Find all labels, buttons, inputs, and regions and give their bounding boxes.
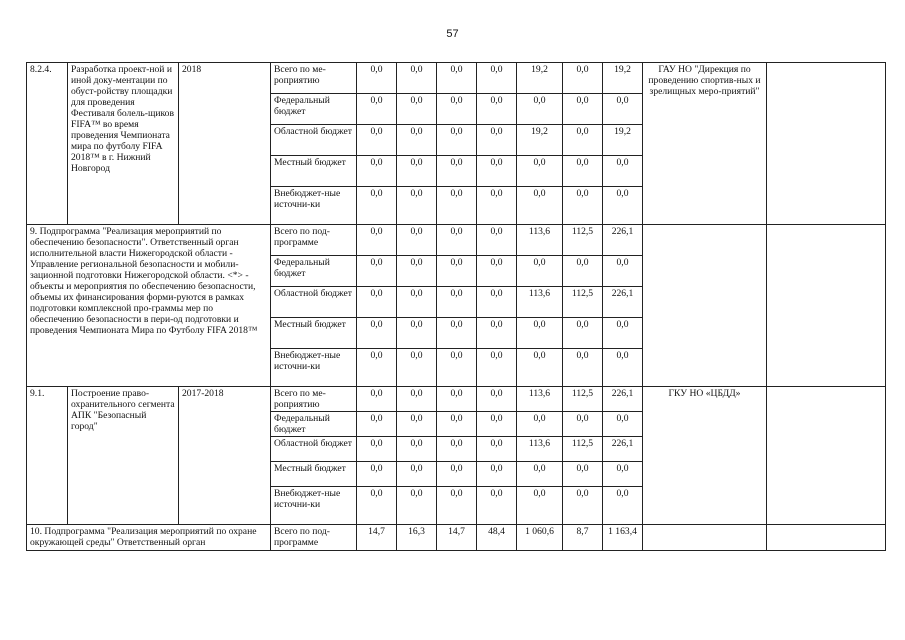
funding-source: Федеральный бюджет	[271, 94, 357, 125]
amount-cell: 0,0	[397, 318, 437, 349]
amount-cell: 113,6	[517, 287, 563, 318]
amount-cell: 0,0	[357, 256, 397, 287]
funding-source: Внебюджет-ные источни-ки	[271, 187, 357, 225]
amount-cell: 226,1	[603, 225, 643, 256]
amount-cell: 0,0	[437, 256, 477, 287]
amount-cell: 0,0	[397, 225, 437, 256]
amount-cell: 0,0	[563, 462, 603, 487]
item-period: 2018	[179, 63, 271, 225]
page-number: 57	[446, 28, 459, 40]
amount-cell: 0,0	[477, 318, 517, 349]
amount-cell: 0,0	[517, 256, 563, 287]
amount-cell: 0,0	[563, 318, 603, 349]
funding-source: Местный бюджет	[271, 318, 357, 349]
item-title: Построение право-охранительного сегмента АПК "Безопасный город"	[68, 387, 179, 525]
amount-cell: 0,0	[477, 349, 517, 387]
amount-cell: 112,5	[563, 225, 603, 256]
amount-cell: 0,0	[357, 125, 397, 156]
amount-cell: 0,0	[397, 412, 437, 437]
notes-cell	[767, 63, 886, 225]
amount-cell: 0,0	[357, 225, 397, 256]
amount-cell: 0,0	[357, 156, 397, 187]
table-row	[27, 63, 886, 94]
amount-cell: 113,6	[517, 225, 563, 256]
amount-cell: 0,0	[357, 187, 397, 225]
amount-cell: 0,0	[437, 387, 477, 412]
amount-cell: 0,0	[563, 349, 603, 387]
amount-cell: 0,0	[437, 412, 477, 437]
amount-cell: 0,0	[517, 187, 563, 225]
amount-cell: 0,0	[517, 318, 563, 349]
amount-cell: 0,0	[477, 156, 517, 187]
amount-cell: 0,0	[397, 187, 437, 225]
amount-cell: 0,0	[397, 487, 437, 525]
amount-cell: 19,2	[603, 63, 643, 94]
amount-cell: 0,0	[477, 412, 517, 437]
funding-source: Внебюджет-ные источни-ки	[271, 349, 357, 387]
amount-cell: 0,0	[477, 125, 517, 156]
amount-cell: 0,0	[397, 387, 437, 412]
amount-cell: 226,1	[603, 387, 643, 412]
amount-cell: 0,0	[563, 94, 603, 125]
item-code: 9.1.	[27, 387, 68, 525]
amount-cell: 0,0	[603, 412, 643, 437]
amount-cell: 226,1	[603, 287, 643, 318]
amount-cell: 0,0	[397, 437, 437, 462]
amount-cell: 0,0	[563, 256, 603, 287]
item-title: Разработка проект-ной и иной доку-ментации по обуст-ройству площадки для проведения Фестиваля болель-щиков FIFA™ во время проведения Чемпионата мира по футболу FIFA 2018™ в г. Нижний Новгород	[68, 63, 179, 225]
amount-cell: 14,7	[437, 525, 477, 551]
amount-cell: 0,0	[563, 412, 603, 437]
amount-cell: 0,0	[477, 462, 517, 487]
amount-cell: 0,0	[437, 287, 477, 318]
amount-cell: 0,0	[357, 437, 397, 462]
amount-cell: 0,0	[357, 487, 397, 525]
executor: ГАУ НО "Дирекция по проведению спортив-ных и зрелищных меро-приятий"	[643, 63, 767, 225]
amount-cell: 16,3	[397, 525, 437, 551]
funding-source: Всего по ме-роприятию	[271, 63, 357, 94]
amount-cell: 0,0	[477, 256, 517, 287]
amount-cell: 1 060,6	[517, 525, 563, 551]
amount-cell: 226,1	[603, 437, 643, 462]
funding-source: Внебюджет-ные источни-ки	[271, 487, 357, 525]
amount-cell: 0,0	[477, 437, 517, 462]
amount-cell: 48,4	[477, 525, 517, 551]
amount-cell: 0,0	[603, 349, 643, 387]
amount-cell: 112,5	[563, 437, 603, 462]
funding-source: Областной бюджет	[271, 125, 357, 156]
amount-cell: 112,5	[563, 387, 603, 412]
notes-cell	[767, 525, 886, 551]
amount-cell: 8,7	[563, 525, 603, 551]
amount-cell: 0,0	[477, 94, 517, 125]
amount-cell: 0,0	[437, 318, 477, 349]
amount-cell: 0,0	[517, 156, 563, 187]
amount-cell: 0,0	[437, 349, 477, 387]
funding-source: Местный бюджет	[271, 462, 357, 487]
amount-cell: 0,0	[477, 225, 517, 256]
amount-cell: 0,0	[437, 187, 477, 225]
amount-cell: 0,0	[357, 94, 397, 125]
amount-cell: 0,0	[563, 187, 603, 225]
amount-cell: 0,0	[397, 287, 437, 318]
amount-cell: 0,0	[357, 318, 397, 349]
funding-source: Местный бюджет	[271, 156, 357, 187]
amount-cell: 0,0	[397, 349, 437, 387]
amount-cell: 0,0	[397, 156, 437, 187]
amount-cell: 0,0	[437, 156, 477, 187]
amount-cell: 0,0	[357, 287, 397, 318]
table-row	[27, 387, 886, 412]
notes-cell	[767, 387, 886, 525]
funding-source: Всего по под-программе	[271, 525, 357, 551]
notes-cell	[767, 225, 886, 387]
amount-cell: 0,0	[437, 225, 477, 256]
executor: ГКУ НО «ЦБДД»	[643, 387, 767, 525]
executor	[643, 525, 767, 551]
amount-cell: 0,0	[477, 287, 517, 318]
amount-cell: 0,0	[437, 63, 477, 94]
budget-table	[26, 62, 886, 551]
amount-cell: 113,6	[517, 387, 563, 412]
amount-cell: 14,7	[357, 525, 397, 551]
amount-cell: 0,0	[517, 349, 563, 387]
amount-cell: 0,0	[477, 187, 517, 225]
amount-cell: 19,2	[517, 63, 563, 94]
amount-cell: 0,0	[563, 156, 603, 187]
amount-cell: 0,0	[437, 125, 477, 156]
funding-source: Всего по под-программе	[271, 225, 357, 256]
amount-cell: 0,0	[437, 487, 477, 525]
table-row	[27, 525, 886, 551]
item-code: 8.2.4.	[27, 63, 68, 225]
amount-cell: 0,0	[603, 462, 643, 487]
amount-cell: 0,0	[517, 94, 563, 125]
amount-cell: 0,0	[603, 156, 643, 187]
executor	[643, 225, 767, 387]
funding-source: Федеральный бюджет	[271, 412, 357, 437]
amount-cell: 0,0	[397, 256, 437, 287]
amount-cell: 0,0	[357, 412, 397, 437]
amount-cell: 0,0	[563, 487, 603, 525]
amount-cell: 0,0	[357, 63, 397, 94]
amount-cell: 0,0	[477, 63, 517, 94]
amount-cell: 0,0	[603, 187, 643, 225]
table-row	[27, 225, 886, 256]
amount-cell: 0,0	[397, 462, 437, 487]
amount-cell: 0,0	[397, 94, 437, 125]
amount-cell: 0,0	[603, 94, 643, 125]
table-body	[27, 63, 886, 551]
amount-cell: 0,0	[357, 387, 397, 412]
amount-cell: 0,0	[397, 125, 437, 156]
amount-cell: 0,0	[563, 63, 603, 94]
amount-cell: 0,0	[397, 63, 437, 94]
amount-cell: 0,0	[517, 412, 563, 437]
amount-cell: 0,0	[437, 94, 477, 125]
amount-cell: 0,0	[437, 462, 477, 487]
amount-cell: 0,0	[357, 349, 397, 387]
subprogram-title: 10. Подпрограмма "Реализация мероприятий по охране окружающей среды" Ответственный орган	[27, 525, 271, 551]
amount-cell: 19,2	[603, 125, 643, 156]
amount-cell: 0,0	[477, 487, 517, 525]
amount-cell: 1 163,4	[603, 525, 643, 551]
amount-cell: 0,0	[563, 125, 603, 156]
funding-source: Федеральный бюджет	[271, 256, 357, 287]
subprogram-title: 9. Подпрограмма "Реализация мероприятий по обеспечению безопасности". Ответственный орган исполнительной власти Нижегородской области - Управление региональной безопасности и мобили-зационной подготовки Нижегородской области. <*> - объекты и мероприятия по обеспечению безопасности, объемы их финансирования форми-руются в рамках подготовки комплексной про-граммы мер по обеспечению безопасности в пери-од подготовки и проведения Чемпионата Мира по Футболу FIFA 2018™	[27, 225, 271, 387]
funding-source: Всего по ме-роприятию	[271, 387, 357, 412]
amount-cell: 113,6	[517, 437, 563, 462]
funding-source: Областной бюджет	[271, 287, 357, 318]
amount-cell: 0,0	[603, 318, 643, 349]
amount-cell: 0,0	[517, 487, 563, 525]
amount-cell: 0,0	[603, 256, 643, 287]
amount-cell: 0,0	[437, 437, 477, 462]
funding-source: Областной бюджет	[271, 437, 357, 462]
amount-cell: 19,2	[517, 125, 563, 156]
amount-cell: 112,5	[563, 287, 603, 318]
amount-cell: 0,0	[477, 387, 517, 412]
item-period: 2017-2018	[179, 387, 271, 525]
amount-cell: 0,0	[603, 487, 643, 525]
amount-cell: 0,0	[357, 462, 397, 487]
amount-cell: 0,0	[517, 462, 563, 487]
